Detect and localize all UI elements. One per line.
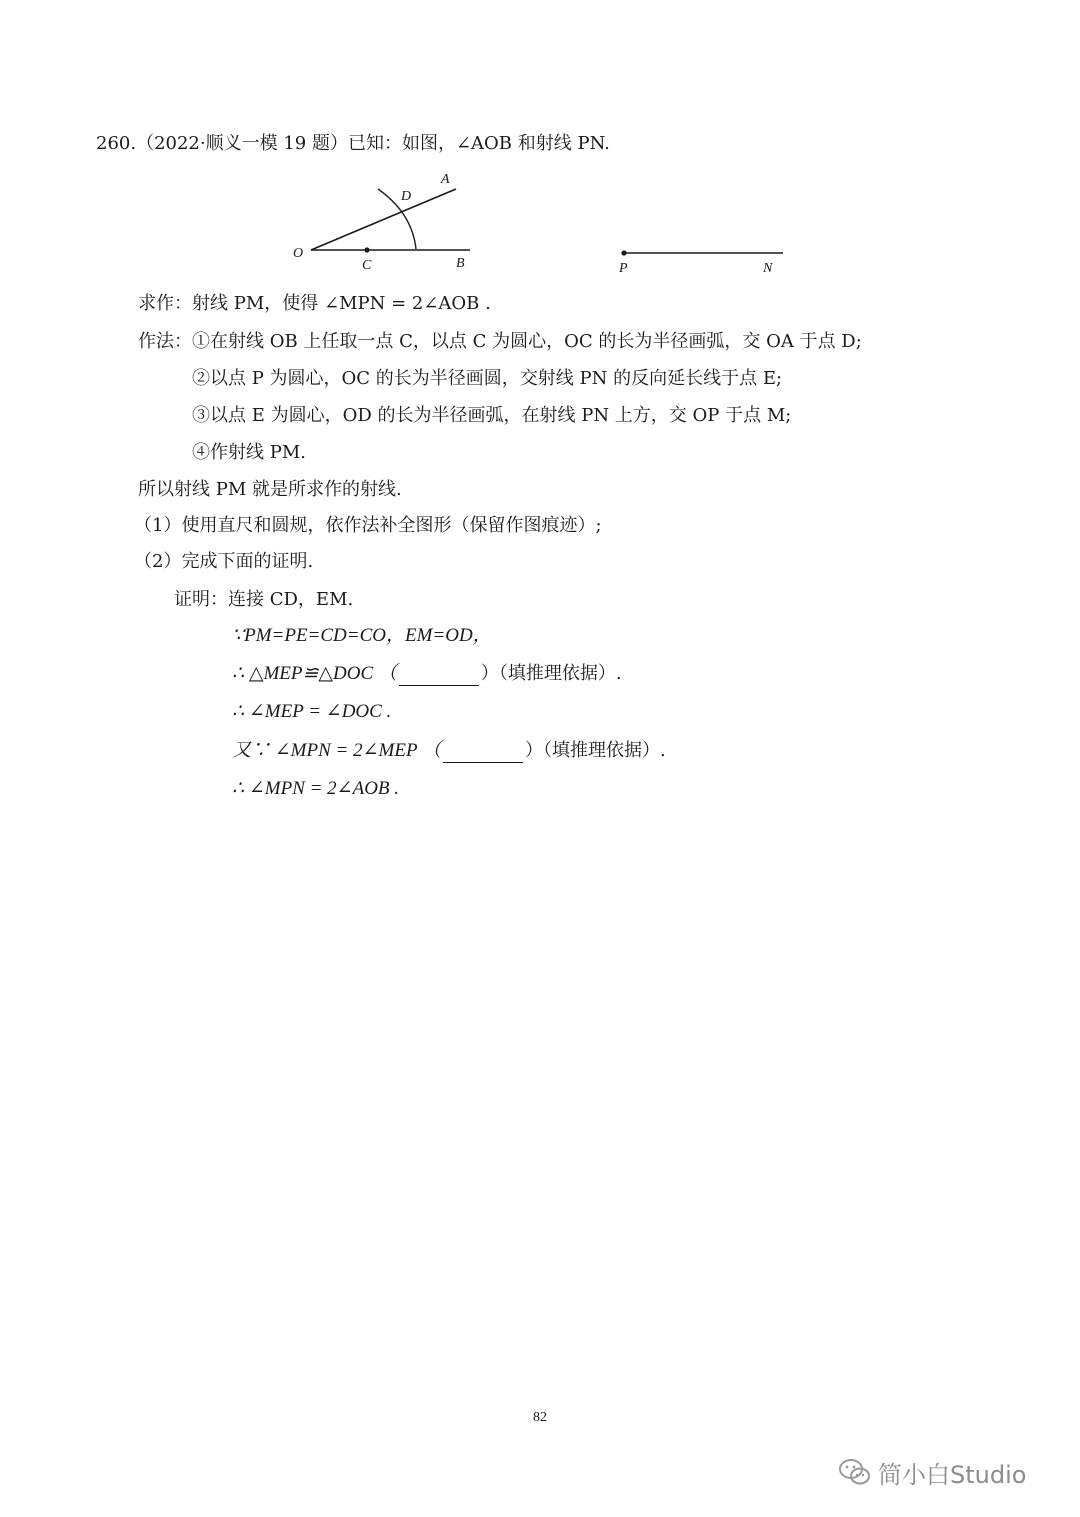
label-b: B xyxy=(456,256,465,271)
proof-line-1: ∵PM=PE=CD=CO，EM=OD， xyxy=(232,625,492,646)
step-3: ③以点 E 为圆心，OD 的长为半径画弧，在射线 PN 上方，交 OP 于点 M; xyxy=(192,405,792,426)
label-c: C xyxy=(362,258,372,273)
watermark-text: 简小白Studio xyxy=(878,1460,1027,1489)
proof-line-4-prefix: 又∵ ∠MPN = 2∠MEP （ xyxy=(232,740,441,761)
wechat-icon xyxy=(838,1457,872,1487)
method-label: 作法： xyxy=(138,331,192,352)
proof-intro: 证明：连接 CD，EM. xyxy=(174,589,354,610)
step-2: ②以点 P 为圆心，OC 的长为半径画圆，交射线 PN 的反向延长线于点 E; xyxy=(192,368,783,389)
proof-line-2-prefix: ∴ △MEP≌△DOC （ xyxy=(232,663,397,684)
part-2: （2）完成下面的证明. xyxy=(134,551,314,572)
ray-pn-figure xyxy=(610,240,800,280)
reason-blank-2[interactable] xyxy=(443,744,523,763)
label-a: A xyxy=(441,172,450,187)
angle-aob-figure xyxy=(280,165,500,275)
proof-line-4-suffix: ）（填推理依据）. xyxy=(524,740,666,761)
ray-oa xyxy=(311,189,456,250)
proof-line-2-suffix: ）（填推理依据）. xyxy=(480,663,622,684)
label-d: D xyxy=(401,189,412,204)
label-n: N xyxy=(763,261,773,276)
construction-conclusion: 所以射线 PM 就是所求作的射线. xyxy=(138,479,402,500)
task-statement: 求作：射线 PM，使得 ∠MPN = 2∠AOB . xyxy=(138,293,491,314)
problem-header: 260.（2022·顺义一模 19 题）已知：如图，∠AOB 和射线 PN. xyxy=(96,133,610,154)
point-c xyxy=(364,247,369,252)
label-o: O xyxy=(293,246,304,261)
point-p xyxy=(621,250,626,255)
watermark xyxy=(838,1452,1026,1492)
proof-line-2 xyxy=(232,662,622,686)
label-p: P xyxy=(619,261,628,276)
step-4: ④作射线 PM. xyxy=(192,442,306,463)
proof-line-5: ∴ ∠MPN = 2∠AOB . xyxy=(232,778,400,799)
page-number: 82 xyxy=(533,1410,547,1425)
reason-blank-1[interactable] xyxy=(399,667,479,686)
proof-line-3: ∴ ∠MEP = ∠DOC . xyxy=(232,701,392,722)
part-1: （1）使用直尺和圆规，依作法补全图形（保留作图痕迹）; xyxy=(134,515,602,536)
step-1: ①在射线 OB 上任取一点 C，以点 C 为圆心，OC 的长为半径画弧，交 OA 于点 D; xyxy=(192,331,862,352)
proof-line-4 xyxy=(232,739,666,763)
